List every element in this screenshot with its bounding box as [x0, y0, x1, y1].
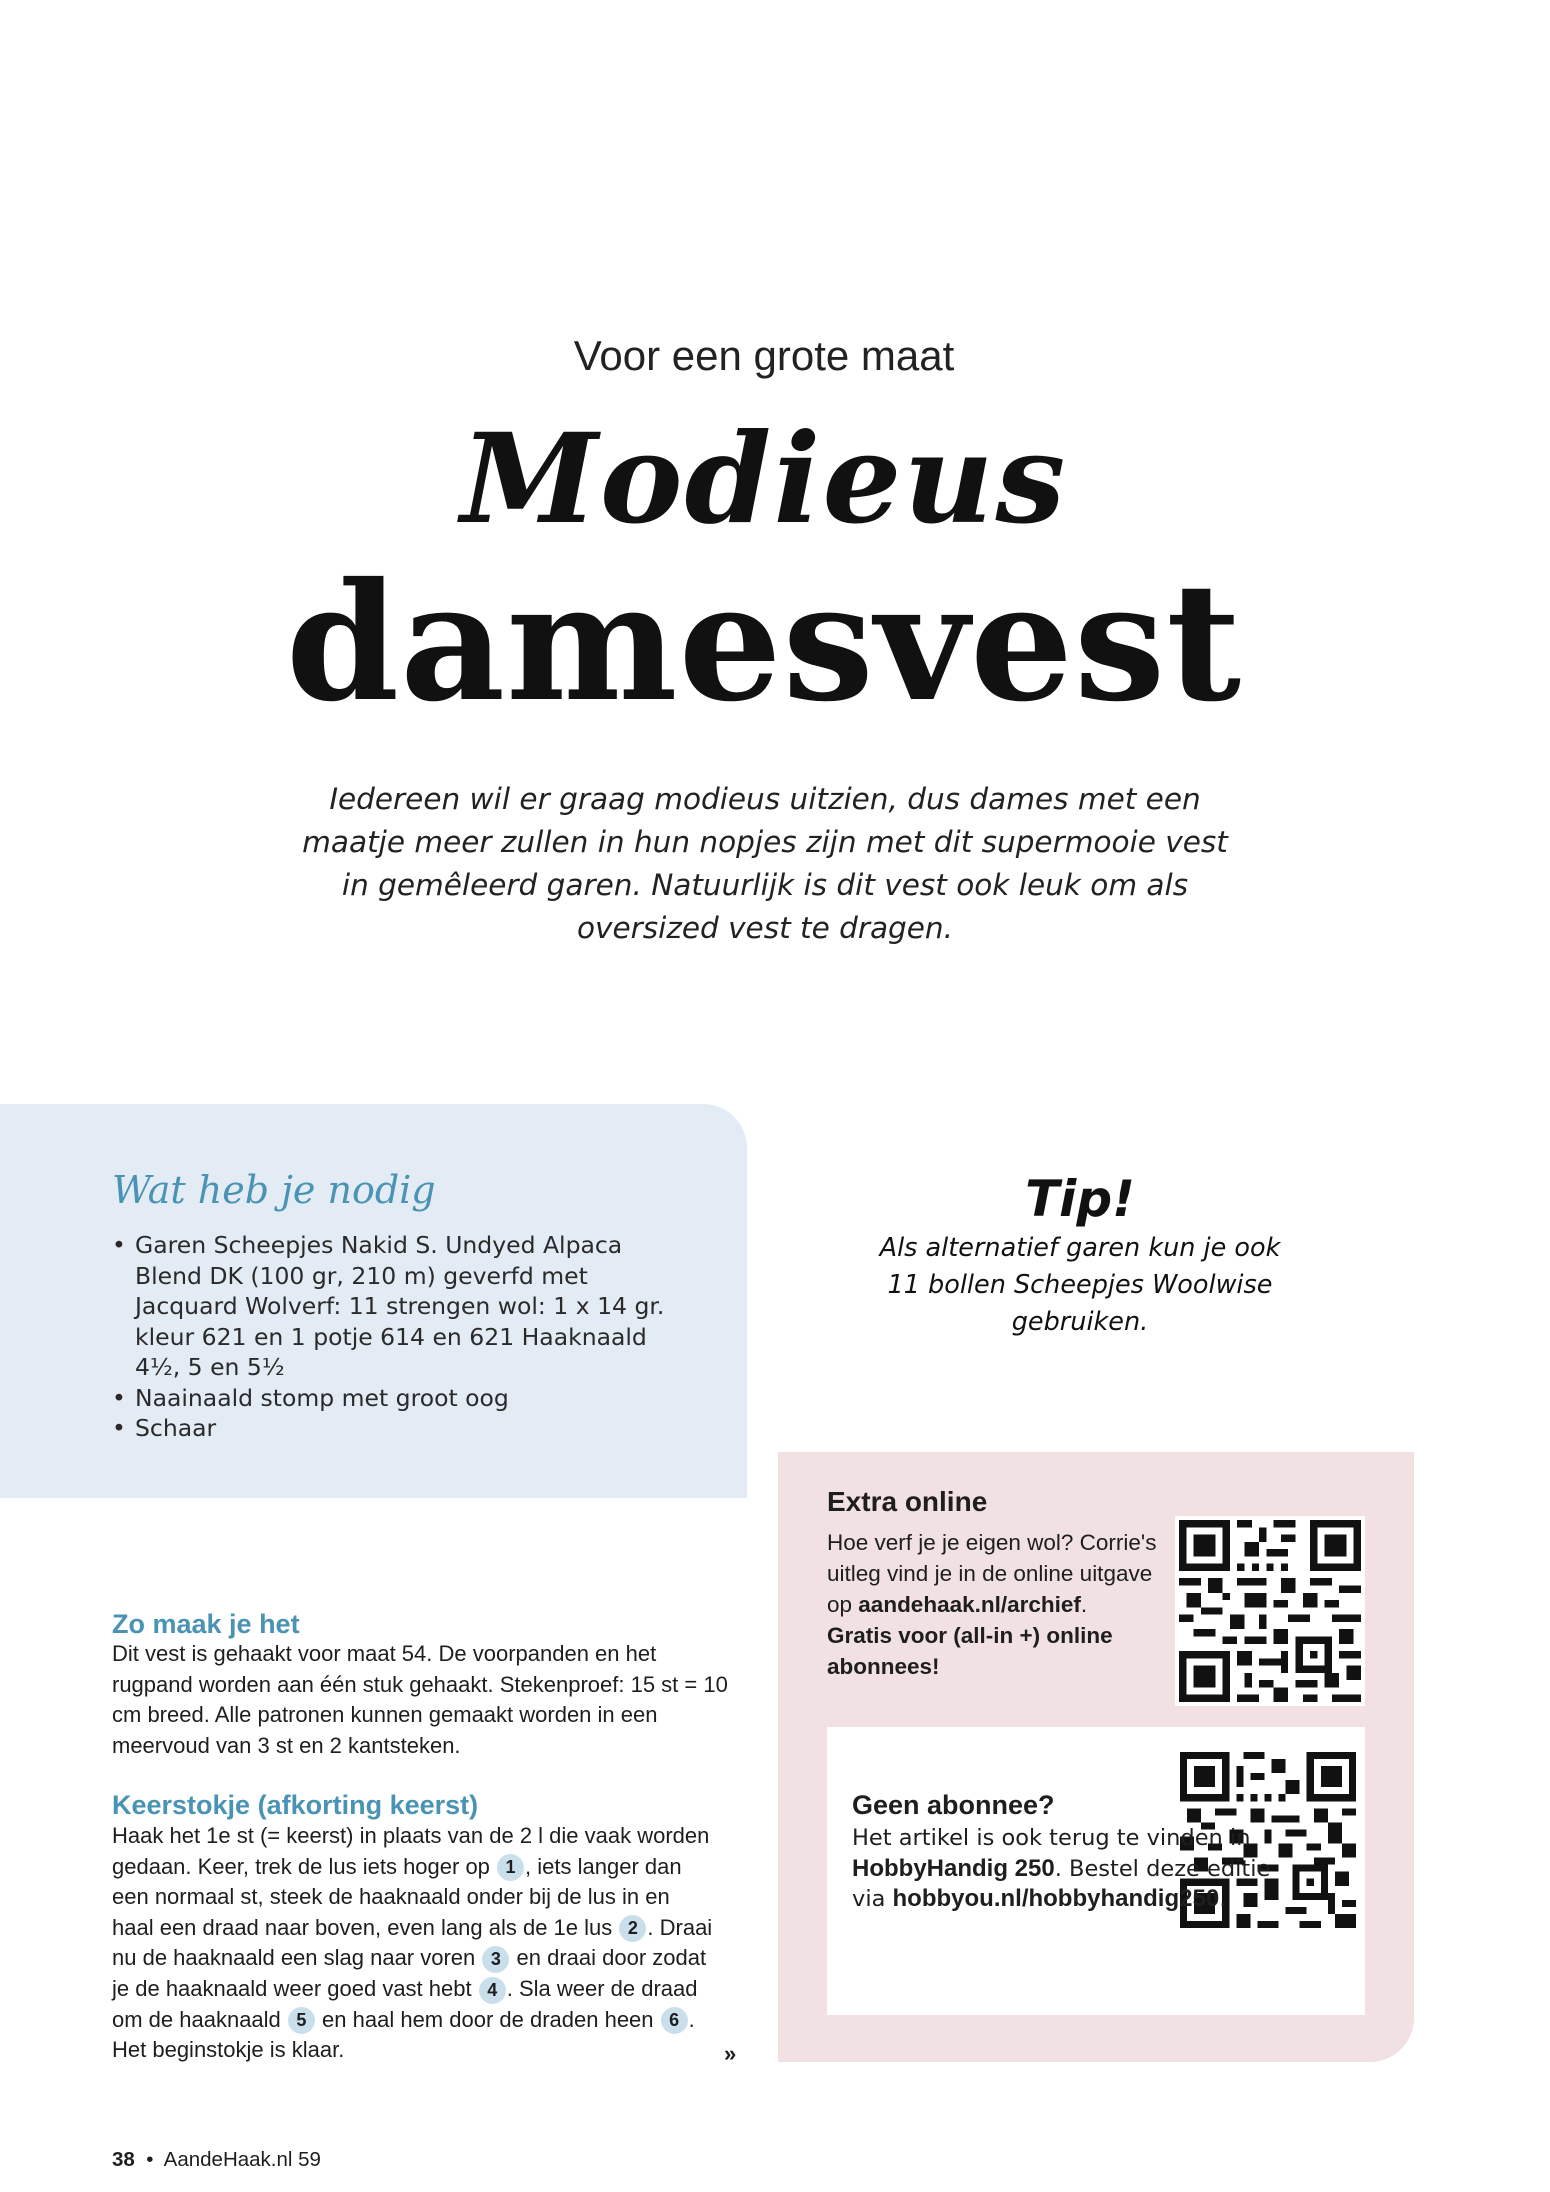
- card-magazine-name: HobbyHandig 250: [852, 1854, 1055, 1882]
- keerst-line-text: gedaan. Keer, trek de lus iets hoger op: [112, 1853, 490, 1879]
- step-badge-6: 6: [661, 2007, 688, 2034]
- step-badge-4: 4: [479, 1977, 506, 2004]
- keerst-line-text: nu de haaknaald een slag naar voren: [112, 1945, 476, 1971]
- step-badge-3: 3: [482, 1946, 509, 1973]
- needs-title: Wat heb je nodig: [112, 1168, 436, 1212]
- extra-link-suffix: .: [1080, 1592, 1088, 1617]
- keerst-line: [112, 1913, 772, 1944]
- keerst-line: [112, 1974, 772, 2005]
- extra-online-title: Extra online: [827, 1486, 988, 1517]
- step-badge-5: 5: [288, 2007, 315, 2034]
- keerst-line-text: .: [688, 2006, 695, 2032]
- tip-text: Als alternatief garen kun je ook 11 bollen Scheepjes Woolwise gebruiken.: [879, 1233, 1281, 1337]
- page-footer: [112, 2148, 321, 2172]
- keerst-line: Het beginstokje is klaar.: [112, 2037, 345, 2063]
- extra-online-text: [827, 1527, 1157, 1682]
- keerst-line-text: en haal hem door de draden heen: [322, 2006, 654, 2032]
- qr-code-archive[interactable]: [1175, 1516, 1365, 1706]
- keerst-line: [112, 1852, 772, 1883]
- keerst-line: [112, 1943, 772, 1974]
- keerst-line: een normaal st, steek de haaknaald onder bij de lus in en: [112, 1884, 670, 1910]
- step-badge-1: 1: [497, 1854, 524, 1881]
- page-title: damesvest: [285, 548, 1243, 738]
- page-number: 38: [112, 2148, 135, 2171]
- extra-online-note: Gratis voor (all-in +) online abonnees!: [827, 1623, 1113, 1679]
- card-title: Geen abonnee?: [852, 1790, 1055, 1820]
- instructions-title: Zo maak je het: [112, 1609, 300, 1639]
- archive-link[interactable]: aandehaak.nl/archief: [858, 1592, 1081, 1617]
- footer-bullet: •: [146, 2148, 154, 2171]
- needs-item: • Naainaald stomp met groot oog: [112, 1383, 672, 1414]
- qr-code-icon: [1179, 1520, 1361, 1702]
- keerst-line-text: je de haaknaald weer goed vast hebt: [112, 1975, 472, 2001]
- keerst-line-text: haal een draad naar boven, even lang als de 1e lus: [112, 1914, 613, 1940]
- shop-link[interactable]: hobbyou.nl/hobbyhandig250: [892, 1885, 1220, 1912]
- continue-arrow-icon: »: [724, 2041, 737, 2066]
- step-badge-2: 2: [619, 1915, 646, 1942]
- extra-online-description: Hoe verf je je eigen wol? Corrie's uitleg vind je in de online uitgave op: [827, 1530, 1157, 1617]
- card-text: [852, 1823, 1282, 1915]
- keerst-line-text: , iets langer dan: [525, 1853, 682, 1879]
- card-text-2: . Bestel deze editie via: [852, 1855, 1271, 1912]
- keerst-line-text: om de haaknaald: [112, 2006, 281, 2032]
- card-text-1: Het artikel is ook terug te vinden in: [852, 1825, 1251, 1851]
- kicker: Voor een grote maat: [573, 332, 955, 379]
- title-script: Modieus: [460, 407, 1068, 552]
- keerst-line-text: . Draai: [647, 1914, 713, 1940]
- magazine-name: AandeHaak.nl 59: [163, 2148, 321, 2171]
- keerst-line: [112, 2005, 772, 2036]
- keerst-line-text: . Sla weer de draad: [506, 1975, 698, 2001]
- keerst-text: [112, 1821, 772, 2066]
- needs-list: [112, 1230, 672, 1444]
- needs-item: • Schaar: [112, 1413, 672, 1444]
- card-suffix: .: [1219, 1886, 1227, 1912]
- tip-title: Tip!: [1025, 1170, 1135, 1228]
- keerst-line: Haak het 1e st (= keerst) in plaats van de 2 l die vaak worden: [112, 1823, 710, 1848]
- intro-text: Iedereen wil er graag modieus uitzien, dus dames met een maatje meer zullen in hun nopjes zijn met dit supermooie vest in gemêleerd garen. Natuurlijk is dit vest ook leuk om als oversized vest te dragen.: [302, 782, 1228, 945]
- instructions-text: Dit vest is gehaakt voor maat 54. De voorpanden en het rugpand worden aan één stuk gehaakt. Stekenproef: 15 st = 10 cm breed. Alle patronen kunnen gemaakt worden in een meervoud van 3 st en 2 kantsteken.: [112, 1641, 728, 1758]
- needs-item: • Garen Scheepjes Nakid S. Undyed Alpaca Blend DK (100 gr, 210 m) geverfd met Jacquard Wolverf: 11 strengen wol: 1 x 14 gr. kleur 621 en 1 potje 614 en 621 Haaknaald 4½, 5 en 5½: [112, 1230, 672, 1383]
- keerst-line-text: en draai door zodat: [516, 1945, 707, 1971]
- keerst-title: Keerstokje (afkorting keerst): [112, 1790, 479, 1820]
